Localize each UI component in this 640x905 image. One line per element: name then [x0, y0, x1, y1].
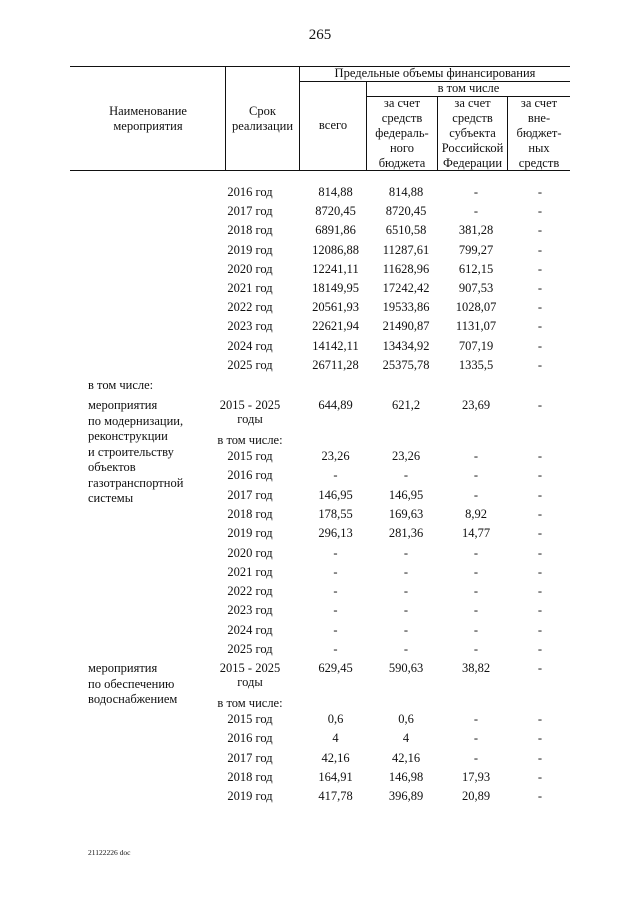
section1-row-ext-cell: -	[537, 584, 543, 599]
table-row-fed-cell: 6510,58	[385, 223, 427, 238]
header-regional-column	[438, 96, 507, 171]
table-row-ext-cell: -	[537, 300, 543, 315]
section1-label-line: газотранспортной	[88, 475, 184, 490]
section2-row-total-cell: 4	[332, 731, 339, 746]
header-regional-line: Федерации	[442, 156, 503, 170]
section1-row-fed-cell: -	[403, 603, 409, 618]
section1-fed: 621,2	[391, 398, 421, 412]
section2-row-total-cell: 164,91	[318, 769, 353, 784]
section1-row-reg-cell: -	[473, 545, 479, 560]
section2-row-fed-cell: 146,98	[388, 769, 424, 784]
section2-row-total-cell: 417,78	[318, 789, 353, 804]
table-row-year-cell: 2017 год	[227, 204, 273, 219]
section1-row-total-cell: -	[333, 545, 338, 560]
table-row-fed-cell: 21490,87	[382, 319, 430, 334]
table-row-year-cell: 2023 год	[227, 319, 273, 334]
section1-row-fed-cell: 169,63	[388, 506, 424, 521]
table-row-total-cell: 18149,95	[312, 281, 359, 295]
table-row-total-cell: 14142,11	[312, 338, 359, 353]
table-row-fed-cell: 13434,92	[382, 338, 430, 353]
section1-total: 644,89	[318, 398, 353, 412]
section1-row-ext-cell: -	[537, 468, 543, 483]
header-name-column	[72, 104, 224, 134]
section1-period	[210, 398, 290, 426]
section1-label-line: по модернизации,	[88, 413, 184, 428]
section1-row-total-cell: 146,95	[318, 487, 353, 502]
section1-row-year-cell: 2018 год	[227, 506, 273, 521]
footer-doc-id: 21122226 doc	[88, 848, 131, 857]
section2-row-year-cell: 2016 год	[227, 731, 273, 746]
header-federal-line: за счет	[383, 96, 421, 110]
header-regional-line: средств	[452, 111, 493, 125]
section2-row-fed-cell: 4	[402, 731, 410, 746]
section1-row-year-cell: 2017 год	[227, 487, 273, 502]
table-row-reg-cell: 1335,5	[458, 357, 494, 372]
section2-row-year-cell: 2019 год	[227, 789, 273, 804]
section2-row-reg-cell: -	[473, 731, 479, 746]
section1-label	[88, 398, 183, 507]
section1-row-fed-cell: -	[403, 584, 409, 599]
header-extra-line: вне-	[527, 111, 551, 125]
section2-row-reg-cell: 20,89	[461, 789, 491, 804]
table-row-total-cell: 814,88	[318, 185, 353, 199]
section1-row-year-cell: 2022 год	[227, 584, 273, 599]
header-extra-line: ных	[528, 141, 550, 155]
table-row-total-cell: 12086,88	[312, 242, 359, 257]
section2-ext: -	[537, 661, 543, 675]
table-row-reg-cell: 1028,07	[455, 300, 497, 315]
section1-row-ext-cell: -	[537, 603, 543, 618]
section1-row-ext-cell: -	[537, 526, 543, 541]
section1-label-line: системы	[88, 491, 134, 505]
table-row-reg-cell: 907,53	[458, 281, 494, 295]
table-row-year-cell: 2018 год	[227, 223, 273, 238]
table-row-ext-cell: -	[537, 261, 543, 276]
section1-row-year-cell: 2023 год	[227, 603, 273, 618]
section1-row-total-cell: -	[333, 622, 338, 637]
table-row-year-cell: 2020 год	[227, 261, 273, 276]
header-term-column	[226, 104, 299, 134]
section1-row-year-cell: 2020 год	[227, 545, 273, 560]
section1-row-fed-cell: 23,26	[391, 449, 421, 463]
header-federal-line: бюджета	[378, 156, 426, 170]
table-row-fed-cell: 17242,42	[382, 281, 430, 295]
section1-row-reg-cell: -	[473, 642, 479, 656]
table-row-year-cell: 2019 год	[227, 242, 273, 257]
section2-row-ext-cell: -	[537, 731, 543, 746]
section1-row-year-cell: 2024 год	[227, 622, 273, 637]
table-row-reg-cell: 381,28	[458, 223, 494, 238]
table-row-reg-cell: 1131,07	[455, 319, 497, 334]
table-row-reg-cell: 612,15	[458, 261, 494, 276]
section1-row-total-cell: -	[333, 584, 338, 599]
section1-row-total-cell: -	[333, 468, 338, 483]
section1-row-ext-cell: -	[537, 506, 543, 521]
section2-label-line: мероприятия	[88, 661, 158, 675]
section2-row-reg-cell: -	[473, 750, 479, 765]
section2-row-ext-cell: -	[537, 789, 543, 804]
section2-row-year-cell: 2017 год	[227, 750, 273, 765]
section1-row-fed-cell: -	[403, 642, 409, 656]
table-row-reg-cell: 707,19	[458, 338, 494, 353]
section1-row-reg-cell: -	[473, 468, 479, 483]
section1-row-ext-cell: -	[537, 449, 543, 463]
section2-row-reg-cell: 17,93	[461, 769, 491, 784]
section1-row-ext-cell: -	[537, 487, 543, 502]
section1-row-ext-cell: -	[537, 642, 543, 656]
header-regional-line: Российской	[441, 141, 504, 155]
section1-row-total-cell: 178,55	[318, 506, 353, 521]
table-row-fed-cell: 25375,78	[382, 357, 430, 372]
table-row-total-cell: 12241,11	[312, 261, 359, 276]
section2-row-reg-cell: -	[473, 712, 479, 726]
section1-label-line: объектов	[88, 460, 136, 474]
section2-row-fed-cell: 0,6	[398, 712, 414, 726]
header-total: всего	[318, 118, 348, 132]
section2-row-year-cell: 2018 год	[227, 769, 273, 784]
table-row-reg-cell: -	[473, 185, 479, 199]
section1-including: в том числе:	[217, 433, 283, 447]
section2-row-fed-cell: 42,16	[391, 750, 421, 765]
table-row-ext-cell: -	[537, 242, 543, 257]
section1-row-fed-cell: 281,36	[388, 526, 424, 541]
header-name-line: Наименование	[109, 104, 187, 118]
table-row-fed-cell: 19533,86	[382, 300, 430, 315]
header-extra-line: бюджет-	[516, 126, 562, 140]
section1-row-year-cell: 2021 год	[227, 564, 273, 579]
header-including: в том числе	[437, 81, 500, 95]
header-extra-line: средств	[518, 156, 560, 170]
table-row-year-cell: 2025 год	[227, 357, 273, 372]
table-row-total-cell: 20561,93	[312, 300, 359, 315]
header-regional-line: за счет	[454, 96, 491, 110]
section2-fed: 590,63	[388, 661, 424, 675]
section1-row-reg-cell: -	[473, 622, 479, 637]
section1-row-reg-cell: -	[473, 449, 479, 463]
header-federal-line: средств	[381, 111, 423, 125]
table-row-ext-cell: -	[537, 319, 543, 334]
section2-label	[88, 661, 177, 708]
section1-row-total-cell: -	[333, 642, 338, 656]
table-row-ext-cell: -	[537, 223, 543, 238]
header-federal-column	[367, 96, 437, 171]
section2-including: в том числе:	[217, 696, 283, 710]
section2-row-ext-cell: -	[537, 750, 543, 765]
header-term-line: Срок	[249, 104, 276, 118]
section2-row-ext-cell: -	[537, 769, 543, 784]
section1-row-ext-cell: -	[537, 622, 543, 637]
section1-ext: -	[537, 398, 543, 412]
section1-row-reg-cell: -	[473, 584, 479, 599]
section2-row-fed-cell: 396,89	[388, 789, 424, 804]
section2-reg: 38,82	[461, 661, 491, 675]
section1-period-line: годы	[237, 412, 263, 426]
section1-row-total-cell: 296,13	[318, 526, 353, 541]
section1-label-line: реконструкции	[88, 429, 168, 443]
table-row-ext-cell: -	[537, 357, 543, 372]
table-row-ext-cell: -	[537, 338, 543, 353]
section1-row-fed-cell: -	[403, 622, 409, 637]
header-federal-line: федераль-	[375, 126, 429, 140]
section2-total: 629,45	[318, 661, 353, 675]
section1-period-line: 2015 - 2025	[219, 398, 281, 412]
table-row-fed-cell: 8720,45	[385, 204, 427, 219]
section1-label-line: и строительству	[88, 444, 174, 459]
table-row-reg-cell: 799,27	[458, 242, 494, 257]
table-row-year-cell: 2024 год	[227, 338, 273, 353]
section2-row-total-cell: 42,16	[321, 750, 350, 765]
section2-row-total-cell: 0,6	[327, 712, 344, 726]
header-federal-line: ного	[389, 141, 414, 155]
header-funding-title: Предельные объемы финансирования	[334, 66, 536, 80]
section2-period	[210, 661, 290, 689]
header-regional-line: субъекта	[449, 126, 496, 140]
table-row-total-cell: 22621,94	[312, 319, 359, 334]
table-row-total-cell: 6891,86	[315, 223, 356, 238]
table-row-reg-cell: -	[473, 204, 479, 219]
section1-row-fed-cell: -	[403, 468, 409, 483]
section1-row-reg-cell: -	[473, 603, 479, 618]
section1-row-total-cell: 23,26	[321, 449, 350, 463]
section1-row-ext-cell: -	[537, 545, 543, 560]
header-term-line: реализации	[231, 119, 294, 133]
table-row-total-cell: 26711,28	[312, 357, 359, 372]
section1-row-reg-cell: 8,92	[465, 506, 487, 521]
page-number: 265	[308, 27, 332, 43]
section1-row-total-cell: -	[333, 564, 338, 579]
section1-row-year-cell: 2016 год	[227, 468, 273, 483]
table-row-total-cell: 8720,45	[315, 204, 356, 219]
section1-label-line: мероприятия	[88, 398, 158, 412]
section1-row-fed-cell: 146,95	[388, 487, 424, 502]
section1-row-reg-cell: -	[473, 487, 479, 502]
section1-row-fed-cell: -	[403, 564, 409, 579]
section1-row-total-cell: -	[333, 603, 338, 618]
section2-row-year-cell: 2015 год	[227, 712, 273, 726]
including-label: в том числе:	[88, 378, 154, 392]
section2-label-line: водоснабжением	[88, 692, 178, 706]
section1-row-fed-cell: -	[403, 545, 409, 560]
table-row-ext-cell: -	[537, 204, 543, 219]
header-name-line: мероприятия	[113, 119, 183, 133]
header-extra-line: за счет	[520, 96, 558, 110]
table-row-fed-cell: 11628,96	[382, 261, 430, 276]
table-row-fed-cell: 814,88	[388, 185, 424, 199]
section2-row-ext-cell: -	[537, 712, 543, 726]
section1-row-year-cell: 2015 год	[227, 449, 273, 463]
section1-reg: 23,69	[461, 398, 491, 412]
table-row-ext-cell: -	[537, 281, 543, 295]
section1-row-ext-cell: -	[537, 564, 543, 579]
table-row-year-cell: 2016 год	[227, 185, 273, 199]
table-row-year-cell: 2022 год	[227, 300, 273, 315]
table-row-fed-cell: 11287,61	[382, 242, 430, 257]
section1-row-reg-cell: 14,77	[461, 526, 491, 541]
table-row-year-cell: 2021 год	[227, 281, 273, 295]
section1-row-year-cell: 2019 год	[227, 526, 273, 541]
table-row-ext-cell: -	[537, 185, 543, 199]
section2-label-line: по обеспечению	[88, 676, 175, 691]
section1-row-year-cell: 2025 год	[227, 642, 273, 656]
header-extra-column	[508, 96, 570, 171]
section2-period-line: годы	[237, 675, 263, 689]
section2-period-line: 2015 - 2025	[219, 661, 281, 675]
section1-row-reg-cell: -	[473, 564, 479, 579]
